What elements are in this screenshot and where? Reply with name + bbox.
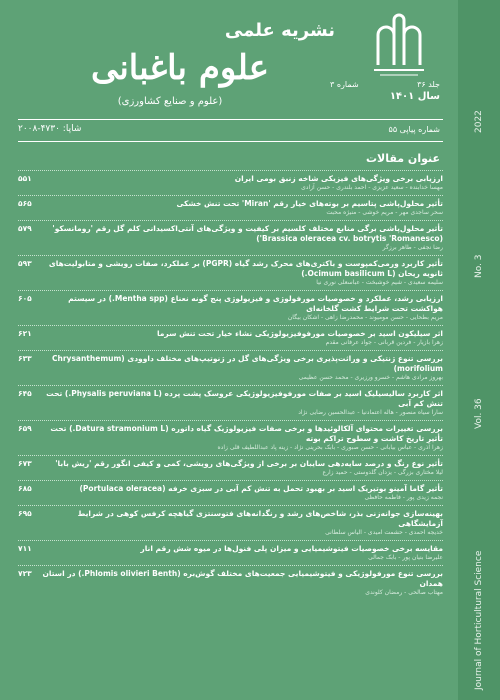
toc-entry	[18, 565, 443, 600]
toc-entry-page: ۷۱۱	[18, 544, 32, 553]
toc-entry	[18, 540, 443, 565]
toc-entry-page: ۶۷۳	[18, 459, 32, 468]
toc-entry-title-row	[18, 569, 443, 589]
toc-entry-authors: نجمه زیدی پور - فاطمه حافظی	[364, 494, 443, 501]
toc-entry	[18, 325, 443, 350]
toc-entry-page: ۶۲۱	[18, 329, 32, 338]
toc-entry	[18, 480, 443, 505]
journal-label: نشریه علمی	[224, 20, 336, 41]
toc-entry-authors: رضا نجفی - طاهر برزگر	[382, 244, 443, 251]
toc-entry	[18, 385, 443, 420]
journal-title: علوم باغبانی	[90, 48, 270, 88]
cover-spine	[458, 0, 500, 700]
toc-entry-title-row	[18, 424, 443, 444]
toc-entry-title: تأثیر نوع رنگ و درصد سایه‌دهی سایبان بر برخی از ویژگی‌های رویشی، کمی و کیفی انگور رقم 'ریش بابا'	[55, 459, 443, 468]
toc-entry-authors: سحر ساجدی مهر - مریم خوشی - منیژه محبت	[326, 209, 443, 216]
toc-entry-title: بررسی تنوع ژنتیکی و وراثت‌پذیری برخی ویژگی‌های گل در ژنوتیپ‌های مختلف داوودی (Chrysanthemum morifolium)	[52, 354, 443, 373]
toc-entry-title: تأثیر گاما آمینو بوتیریک اسید بر بهبود تحمل به تنش کم آبی در سبزی خرفه (Portulaca oleracea)	[79, 484, 443, 493]
toc-entry-page: ۶۳۳	[18, 354, 32, 363]
toc-entry-title-row	[18, 484, 443, 494]
issue-year: سال ۱۴۰۱	[389, 91, 440, 102]
spine-en-title: Journal of Horticultural Science	[474, 550, 484, 690]
toc-entry-page: ۶۰۵	[18, 294, 32, 303]
toc-entry-title: ارزیابی رشد، عملکرد و خصوصیات مورفولوژی و فیزیولوژی پنج گونه نعناع (Mentha spp.) در سیستم هواکشت تحت شرایط کشت گلخانه‌ای	[68, 294, 443, 313]
header-divider	[18, 119, 443, 120]
toc-entry-authors: مریم بطحایی - حسن مومیوند - محمدرضا زاهی - اشکان بیگان	[287, 314, 443, 321]
university-logo-icon	[368, 10, 430, 80]
toc-entry-authors: زهرا آذری - عباس بیابانی - حسن صبوری - بابک بحرینی نژاد - زینه پاد عبداللطیف قلی زاده	[217, 444, 443, 451]
toc-entry-page: ۶۵۹	[18, 424, 32, 433]
toc-entry-page: ۵۶۵	[18, 199, 32, 208]
journal-subtitle: (علوم و صنایع کشاورزی)	[117, 96, 223, 107]
toc-entry-title-row	[18, 389, 443, 409]
issn: شاپا: ۴۷۳۰-۲۰۰۸	[18, 124, 82, 134]
toc-entry-authors: لیلا مختاری بزرگی - یزدان گلدوستی - حمید زارع	[322, 469, 443, 476]
toc-entry-title-row	[18, 294, 443, 314]
toc-entry-page: ۵۹۳	[18, 259, 32, 268]
toc-entry-page: ۶۸۵	[18, 484, 32, 493]
issue-info	[330, 80, 440, 120]
toc-entry-title: مقایسه برخی خصوصیات فیتوشیمیایی و میزان پلی فنول‌ها در میوه شش رقم انار	[140, 544, 443, 553]
toc-entry	[18, 195, 443, 220]
toc-entry-authors: مهسا خدابنده - سعید عزیزی - احمد بلندری - حسن آزادی	[301, 184, 443, 191]
toc-entry-title: اثر کاربرد سالیسیلیک اسید بر صفات مورفوفیزیولوژیکی عروسک پشت پرده (Physalis peruviana L.) تحت تنش کم آبی	[46, 389, 443, 408]
spine-english	[466, 110, 492, 690]
spine-en-year: 2022	[474, 110, 484, 133]
toc-entry-authors: زهرا بازیار - فردین قربانی - جواد عرفانی مقدم	[325, 339, 443, 346]
toc-entry	[18, 350, 443, 385]
toc-entry-page: ۷۲۳	[18, 569, 32, 578]
spine-en-vol: Vol. 36	[474, 398, 484, 430]
toc-entry-title-row	[18, 354, 443, 374]
toc-entry	[18, 255, 443, 290]
sequence-number: شماره پیاپی ۵۵	[388, 125, 440, 134]
toc-entry-page: ۵۷۹	[18, 224, 32, 233]
toc-entry	[18, 455, 443, 480]
toc-entry-title: اثر سیلیکون اسید بر خصوصیات مورفوفیزیولوژیکی نشاء خیار تحت تنش سرما	[156, 329, 443, 338]
toc-entry-title-row	[18, 174, 443, 184]
toc-entry-title-row	[18, 509, 443, 529]
toc-entry-title-row	[18, 459, 443, 469]
toc-entry-title-row	[18, 199, 443, 209]
toc-entry-title-row	[18, 224, 443, 244]
toc-entry-title: ارزیابی برخی ویژگی‌های فیزیکی شاخه‌ زنبق بومی ایران	[234, 174, 443, 183]
toc-entry-authors: بهروز مرادی هاشم - خسرو ورزیری - محمد حسن عظیمی	[298, 374, 443, 381]
issue-number: شماره ۳	[330, 80, 359, 89]
cover-header	[0, 0, 458, 118]
toc-entry-authors: سلیمه سعیدی - شیم خوشبخت - عباسعلی نوری نیا	[316, 279, 443, 286]
toc-entry	[18, 505, 443, 540]
toc-entry-title: بهینه‌سازی جوانه‌زنی بذر، شاخص‌های رشد و رنگدانه‌های فتوسنتزی گیاهچه کرفس کوهی در شرایط آزمایشگاهی	[77, 509, 443, 528]
toc-entry-title-row	[18, 259, 443, 279]
toc-entry-page: ۶۹۵	[18, 509, 32, 518]
table-of-contents	[18, 170, 443, 600]
toc-entry	[18, 290, 443, 325]
toc-entry-title: تأثیر محلول‌پاشی برگی منابع مختلف کلسیم بر کیفیت و ویژگی‌های آنتی‌اکسیدانی کلم گل رقم 'رومانسکو' (Brassica oleracea cv. botrytis 'Romanesco')	[52, 224, 443, 243]
toc-entry-authors: علیرضا بنیان پور - بابک جمالی	[368, 554, 443, 561]
toc-entry-authors: مهتاب صالحی - رمضان کلوندی	[365, 589, 443, 596]
toc-entry-title: بررسی تغییرات محتوای آلکالوئیدها و برخی صفات فیزیولوژیک گیاه داتوره (Datura stramonium L.) تحت تأثیر تاریخ کاشت و سطوح تراکم بوته	[50, 424, 443, 443]
toc-entry-authors: خدیجه احمدی - حشمت امیدی - الیاس سلطانی	[325, 529, 443, 536]
toc-entry-authors: سارا سیاه منصور - هاله اعتمادنیا - عبدالحسین رضایی نژاد	[298, 409, 443, 416]
toc-entry-title: بررسی تنوع مورفولوژیکی و فیتوشیمیایی جمعیت‌های مختلف گوش‌بره (Phlomis olivieri Benth.) در استان همدان	[42, 569, 443, 588]
toc-entry-title: تأثیر کاربرد ورمی‌کمپوست و باکتری‌های محرک رشد گیاه (PGPR) بر عملکرد، صفات رویشی و متابولیت‌های ثانویه ریحان (Ocimum basilicum L.)	[48, 259, 443, 278]
toc-heading: عنوان مقالات	[366, 152, 440, 165]
toc-entry-title: تأثیر محلول‌پاشی پتاسیم بر بوته‌های خیار رقم 'Miran' تحت تنش خشکی	[176, 199, 443, 208]
toc-entry-page: ۵۵۱	[18, 174, 32, 183]
toc-entry-title-row	[18, 329, 443, 339]
toc-entry	[18, 170, 443, 195]
toc-entry-title-row	[18, 544, 443, 554]
spine-en-no: No. 3	[474, 254, 484, 278]
issue-volume: جلد ۳۶	[417, 80, 440, 89]
issn-divider	[18, 141, 443, 142]
toc-entry	[18, 420, 443, 455]
toc-entry-page: ۶۴۵	[18, 389, 32, 398]
toc-entry	[18, 220, 443, 255]
